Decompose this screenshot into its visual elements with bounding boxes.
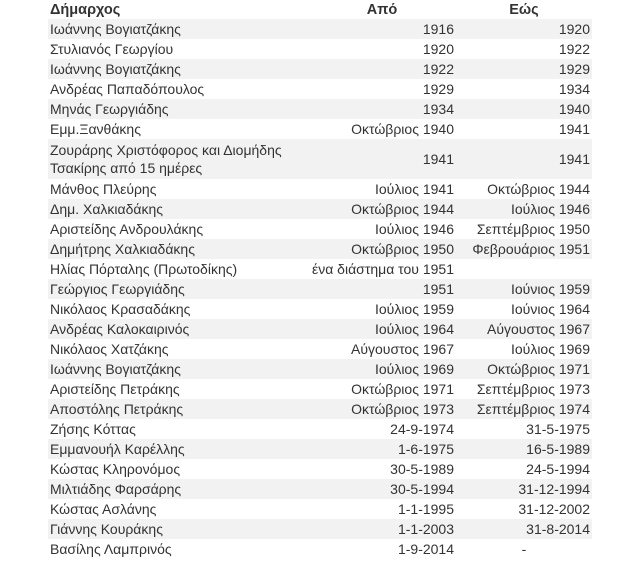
from-date-cell: Οκτώβριος 1971 — [308, 379, 456, 399]
mayor-name-cell: Ηλίας Πόρταλης (Πρωτοδίκης) — [48, 259, 308, 279]
table-row — [48, 79, 592, 99]
table-row — [48, 459, 592, 479]
table-row — [48, 359, 592, 379]
mayor-name-cell: Εμμανουήλ Καρέλλης — [48, 439, 308, 459]
to-date-cell: Φεβρουάριος 1951 — [456, 239, 592, 259]
mayor-name-cell: Μιλτιάδης Φαρσάρης — [48, 479, 308, 499]
from-date-cell: Ιούλιος 1941 — [308, 179, 456, 199]
from-date-cell: ένα διάστημα του 1951 — [308, 259, 456, 279]
to-date-cell: 24-5-1994 — [456, 459, 592, 479]
table-row — [48, 399, 592, 419]
from-date-cell: Ιούλιος 1964 — [308, 319, 456, 339]
from-date-cell: Ιούλιος 1946 — [308, 219, 456, 239]
from-date-cell: Οκτώβριος 1940 — [308, 119, 456, 139]
to-date-cell: 1929 — [456, 59, 592, 79]
from-date-cell: 1-9-2014 — [308, 539, 456, 559]
table-row — [48, 539, 592, 559]
from-date-cell: 30-5-1994 — [308, 479, 456, 499]
from-date-cell: 1929 — [308, 79, 456, 99]
table-header-row — [48, 0, 592, 19]
mayor-name-cell: Νικόλαος Χατζάκης — [48, 339, 308, 359]
from-date-cell: 1934 — [308, 99, 456, 119]
mayor-name-cell: Μηνάς Γεωργιάδης — [48, 99, 308, 119]
table-row — [48, 319, 592, 339]
table-row — [48, 339, 592, 359]
to-date-cell: Σεπτέμβριος 1973 — [456, 379, 592, 399]
mayor-name-cell: Νικόλαος Κρασαδάκης — [48, 299, 308, 319]
mayor-name-cell: Κώστας Ασλάνης — [48, 499, 308, 519]
from-date-cell: 30-5-1989 — [308, 459, 456, 479]
mayor-name-cell: Δημ. Χαλκιαδάκης — [48, 199, 308, 219]
mayor-name-cell: Αποστόλης Πετράκης — [48, 399, 308, 419]
from-date-cell: 1-6-1975 — [308, 439, 456, 459]
mayor-name-cell: Στυλιανός Γεωργίου — [48, 39, 308, 59]
table-row — [48, 179, 592, 199]
from-date-cell: 1922 — [308, 59, 456, 79]
column-header-mayor: Δήμαρχος — [48, 0, 308, 19]
table-row — [48, 139, 592, 179]
from-date-cell: Ιούλιος 1959 — [308, 299, 456, 319]
to-date-cell: Ιούλιος 1969 — [456, 339, 592, 359]
mayor-name-cell: Δημήτρης Χαλκιαδάκης — [48, 239, 308, 259]
mayor-name-cell: Ιωάννης Βογιατζάκης — [48, 59, 308, 79]
table-row — [48, 259, 592, 279]
to-date-cell: 31-12-1994 — [456, 479, 592, 499]
to-date-cell: 1934 — [456, 79, 592, 99]
from-date-cell: Ιούλιος 1969 — [308, 359, 456, 379]
to-date-cell: Οκτώβριος 1944 — [456, 179, 592, 199]
table-row — [48, 299, 592, 319]
to-date-cell: Ιούλιος 1946 — [456, 199, 592, 219]
table-row — [48, 419, 592, 439]
mayors-table — [48, 0, 592, 559]
to-date-cell: - — [456, 539, 592, 559]
to-date-cell: Ιούνιος 1964 — [456, 299, 592, 319]
table-row — [48, 379, 592, 399]
column-header-from: Από — [308, 0, 456, 19]
mayor-name-cell: Γιάννης Κουράκης — [48, 519, 308, 539]
mayor-name-cell: Ανδρέας Παπαδόπουλος — [48, 79, 308, 99]
mayors-table-container — [48, 0, 592, 559]
to-date-cell: 1920 — [456, 19, 592, 39]
from-date-cell: Αύγουστος 1967 — [308, 339, 456, 359]
table-row — [48, 39, 592, 59]
to-date-cell: 1941 — [456, 139, 592, 179]
table-row — [48, 239, 592, 259]
mayor-name-cell: Αριστείδης Ανδρουλάκης — [48, 219, 308, 239]
table-row — [48, 219, 592, 239]
column-header-to: Εώς — [456, 0, 592, 19]
table-body — [48, 19, 592, 559]
to-date-cell: Οκτώβριος 1971 — [456, 359, 592, 379]
to-date-cell: 31-5-1975 — [456, 419, 592, 439]
table-row — [48, 279, 592, 299]
table-row — [48, 199, 592, 219]
table-row — [48, 119, 592, 139]
from-date-cell: 1-1-2003 — [308, 519, 456, 539]
table-row — [48, 59, 592, 79]
from-date-cell: 24-9-1974 — [308, 419, 456, 439]
to-date-cell: Σεπτέμβριος 1974 — [456, 399, 592, 419]
from-date-cell: 1941 — [308, 139, 456, 179]
mayor-name-cell: Ζήσης Κόττας — [48, 419, 308, 439]
from-date-cell: Οκτώβριος 1950 — [308, 239, 456, 259]
mayor-name-cell: Βασίλης Λαμπρινός — [48, 539, 308, 559]
to-date-cell: 31-12-2002 — [456, 499, 592, 519]
to-date-cell: 31-8-2014 — [456, 519, 592, 539]
mayor-name-cell: Μάνθος Πλεύρης — [48, 179, 308, 199]
from-date-cell: 1916 — [308, 19, 456, 39]
table-row — [48, 519, 592, 539]
table-row — [48, 479, 592, 499]
to-date-cell: Σεπτέμβριος 1950 — [456, 219, 592, 239]
mayor-name-cell: Ιωάννης Βογιατζάκης — [48, 359, 308, 379]
mayor-name-cell: Ανδρέας Καλοκαιρινός — [48, 319, 308, 339]
to-date-cell: Αύγουστος 1967 — [456, 319, 592, 339]
table-row — [48, 499, 592, 519]
to-date-cell: 1940 — [456, 99, 592, 119]
from-date-cell: Οκτώβριος 1944 — [308, 199, 456, 219]
mayor-name-cell: Κώστας Κληρονόμος — [48, 459, 308, 479]
mayor-name-cell: Αριστείδης Πετράκης — [48, 379, 308, 399]
mayor-name-cell: Ζουράρης Χριστόφορος και Διομήδης Τσακίρης από 15 ημέρες — [48, 139, 308, 179]
from-date-cell: 1920 — [308, 39, 456, 59]
to-date-cell: 1922 — [456, 39, 592, 59]
mayor-name-cell: Γεώργιος Γεωργιάδης — [48, 279, 308, 299]
mayor-name-cell: Εμμ.Ξανθάκης — [48, 119, 308, 139]
from-date-cell: Οκτώβριος 1973 — [308, 399, 456, 419]
mayor-name-cell: Ιωάννης Βογιατζάκης — [48, 19, 308, 39]
table-row — [48, 439, 592, 459]
to-date-cell — [456, 259, 592, 279]
to-date-cell: 1941 — [456, 119, 592, 139]
table-row — [48, 19, 592, 39]
to-date-cell: 16-5-1989 — [456, 439, 592, 459]
from-date-cell: 1-1-1995 — [308, 499, 456, 519]
from-date-cell: 1951 — [308, 279, 456, 299]
table-row — [48, 99, 592, 119]
to-date-cell: Ιούνιος 1959 — [456, 279, 592, 299]
